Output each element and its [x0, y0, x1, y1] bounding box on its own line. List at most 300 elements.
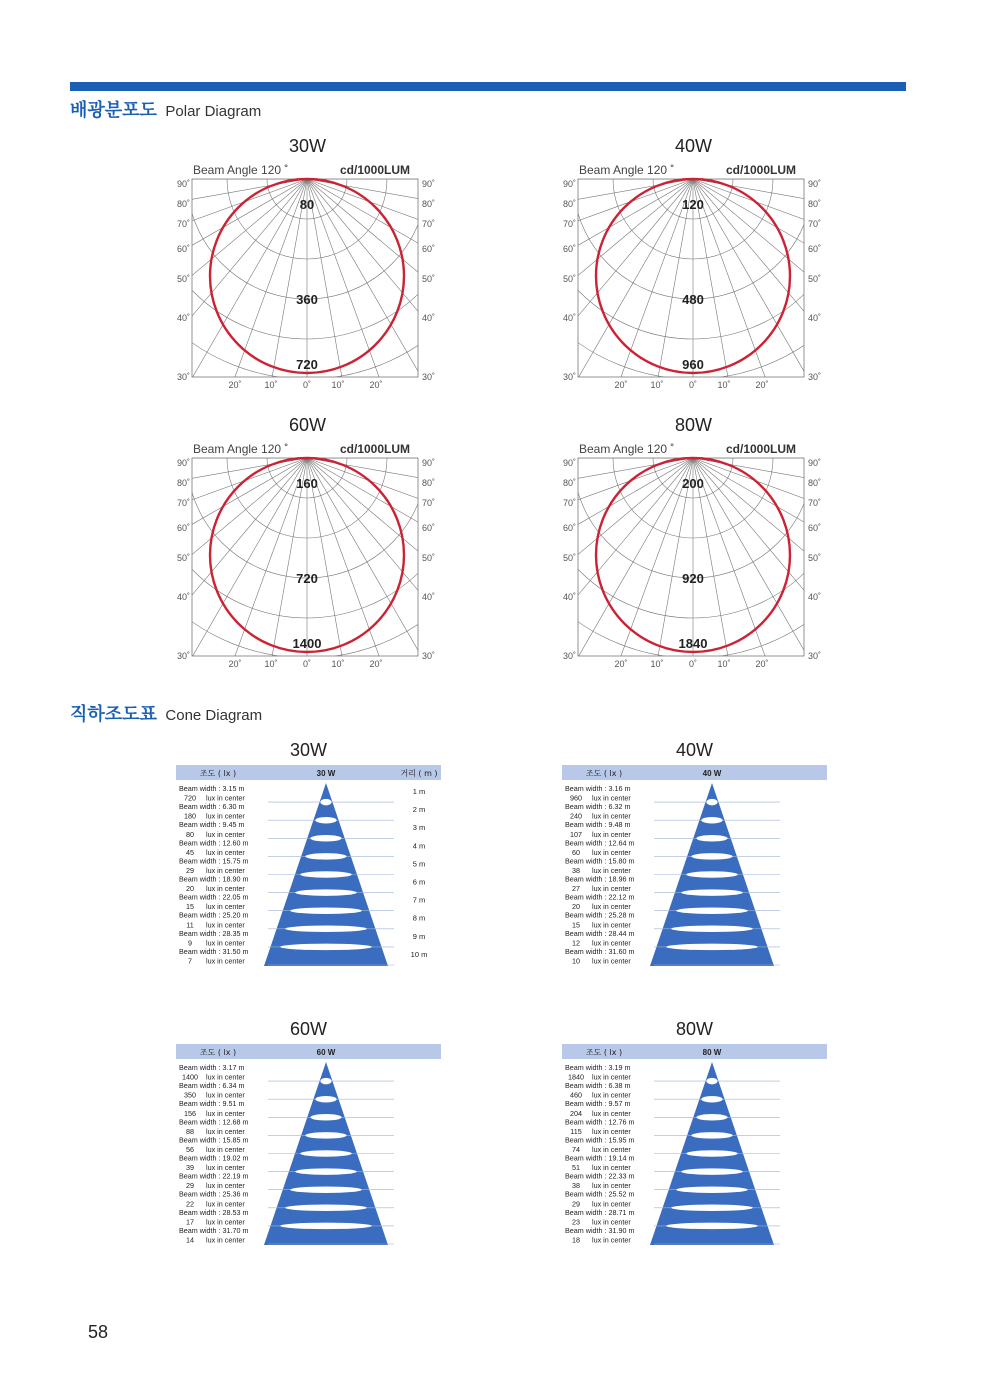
lux-in-center-label: lux in center: [592, 956, 631, 966]
distance-label: 8 m: [412, 913, 426, 923]
polar-watt-title: 80W: [674, 415, 712, 435]
illuminance-ellipse: [666, 1223, 758, 1230]
angle-label-left: 70˚: [562, 219, 576, 229]
header-watt-label: 30 W: [316, 769, 336, 778]
beam-width-label: Beam width : 25.36 m: [179, 1189, 249, 1199]
polar-diagram-80w: [556, 415, 831, 680]
polar-title-english: Polar Diagram: [165, 103, 262, 120]
beam-angle-label: Beam Angle 120 ˚: [579, 442, 675, 456]
beam-width-label: Beam width : 9.51 m: [179, 1099, 245, 1109]
bottom-angle-label: 10˚: [264, 659, 278, 669]
lux-value: 204: [570, 1108, 582, 1118]
page-number: 58: [88, 1322, 109, 1342]
angle-label-right: 40˚: [422, 313, 436, 323]
polar-diagram-40w: [556, 136, 831, 401]
ring-value-label: 360: [296, 292, 318, 307]
bottom-angle-label: 10˚: [264, 380, 278, 390]
lux-value: 7: [188, 956, 192, 966]
angle-label-left: 80˚: [176, 199, 190, 209]
beam-width-label: Beam width : 31.90 m: [565, 1225, 635, 1235]
angle-label-left: 70˚: [176, 219, 190, 229]
beam-width-label: Beam width : 6.34 m: [179, 1081, 245, 1091]
illuminance-ellipse: [706, 799, 717, 806]
polar-diagram-60w: [170, 415, 445, 680]
lux-in-center-label: lux in center: [592, 920, 631, 930]
cone-watt-title: 30W: [289, 740, 327, 760]
angle-label-right: 60˚: [422, 244, 436, 254]
bottom-angle-label: 20˚: [369, 659, 383, 669]
illuminance-ellipse: [280, 944, 372, 951]
polar-watt-title: 30W: [288, 136, 326, 156]
polar-watt-title: 60W: [288, 415, 326, 435]
illuminance-ellipse: [315, 1096, 336, 1103]
lux-in-center-label: lux in center: [206, 1144, 245, 1154]
lux-value: 11: [186, 920, 194, 930]
distance-label: 2 m: [412, 805, 426, 815]
illuminance-ellipse: [290, 1186, 362, 1193]
illuminance-ellipse: [686, 871, 737, 878]
illuminance-ellipse: [686, 1150, 737, 1157]
cone-title-english: Cone Diagram: [165, 707, 263, 724]
bottom-angle-label: 10˚: [331, 380, 345, 390]
lux-in-center-label: lux in center: [206, 1235, 245, 1245]
beam-width-label: Beam width : 28.53 m: [179, 1207, 249, 1217]
illuminance-ellipse: [320, 799, 331, 806]
polar-watt-title: 40W: [674, 136, 712, 156]
angle-label-left: 30˚: [176, 372, 190, 382]
beam-width-label: Beam width : 18.90 m: [179, 874, 249, 884]
beam-width-label: Beam width : 15.95 m: [565, 1135, 635, 1145]
bottom-angle-label: 0˚: [688, 380, 698, 390]
lux-value: 17: [186, 1217, 194, 1227]
lux-value: 38: [572, 1181, 580, 1191]
bottom-angle-label: 10˚: [717, 380, 731, 390]
lux-in-center-label: lux in center: [206, 902, 245, 912]
angle-label-left: 30˚: [176, 651, 190, 661]
lux-in-center-label: lux in center: [592, 847, 631, 857]
angle-label-right: 50˚: [422, 274, 436, 284]
angle-label-right: 40˚: [808, 313, 822, 323]
lux-in-center-label: lux in center: [592, 902, 631, 912]
illuminance-ellipse: [280, 1223, 372, 1230]
illuminance-ellipse: [285, 1205, 367, 1212]
angle-label-right: 40˚: [808, 592, 822, 602]
lux-value: 10: [572, 956, 580, 966]
illuminance-ellipse: [671, 926, 753, 933]
illuminance-ellipse: [701, 1096, 722, 1103]
beam-width-label: Beam width : 9.57 m: [565, 1099, 631, 1109]
beam-width-label: Beam width : 12.76 m: [565, 1117, 635, 1127]
illuminance-ellipse: [300, 871, 351, 878]
bottom-angle-label: 0˚: [302, 380, 312, 390]
illuminance-ellipse: [295, 1168, 356, 1175]
header-lux-label: 조도 ( lx ): [585, 1048, 623, 1057]
lux-value: 156: [184, 1108, 196, 1118]
beam-width-label: Beam width : 12.60 m: [179, 838, 249, 848]
illuminance-ellipse: [706, 1078, 717, 1085]
header-watt-label: 40 W: [702, 769, 722, 778]
illuminance-ellipse: [290, 907, 362, 914]
ring-value-label: 120: [682, 197, 704, 212]
beam-width-label: Beam width : 25.52 m: [565, 1189, 635, 1199]
lux-value: 23: [572, 1217, 580, 1227]
angle-label-right: 70˚: [422, 498, 436, 508]
lux-value: 27: [572, 884, 580, 894]
bottom-angle-label: 0˚: [688, 659, 698, 669]
lux-in-center-label: lux in center: [206, 920, 245, 930]
cone-title-korean: 직하조도표: [70, 704, 157, 725]
angle-label-right: 30˚: [422, 651, 436, 661]
ring-value-label: 720: [296, 357, 318, 372]
bottom-angle-label: 20˚: [614, 380, 628, 390]
angle-label-left: 30˚: [562, 372, 576, 382]
header-lux-label: 조도 ( lx ): [585, 769, 623, 778]
bottom-angle-label: 10˚: [650, 659, 664, 669]
lux-value: 15: [186, 902, 194, 912]
polar-diagram-30w: [170, 136, 445, 401]
beam-angle-label: Beam Angle 120 ˚: [193, 442, 289, 456]
lux-in-center-label: lux in center: [206, 956, 245, 966]
polar-chart: [170, 455, 445, 673]
beam-width-label: Beam width : 15.75 m: [179, 856, 249, 866]
lux-in-center-label: lux in center: [206, 811, 245, 821]
lux-value: 1840: [568, 1072, 584, 1082]
lux-value: 1400: [182, 1072, 198, 1082]
illuminance-ellipse: [701, 817, 722, 824]
ring-value-label: 80: [299, 197, 315, 212]
angle-label-left: 40˚: [176, 313, 190, 323]
distance-label: 9 m: [412, 931, 426, 941]
angle-label-left: 90˚: [176, 179, 190, 189]
bottom-angle-label: 20˚: [369, 380, 383, 390]
header-watt-label: 60 W: [316, 1048, 336, 1057]
lux-value: 14: [186, 1235, 194, 1245]
illuminance-ellipse: [320, 1078, 331, 1085]
illuminance-ellipse: [310, 835, 341, 842]
distance-label: 7 m: [412, 895, 426, 905]
lux-in-center-label: lux in center: [206, 884, 245, 894]
lux-in-center-label: lux in center: [592, 1163, 631, 1173]
illuminance-ellipse: [310, 1114, 341, 1121]
lux-in-center-label: lux in center: [206, 1108, 245, 1118]
header-lux-label: 조도 ( lx ): [199, 1048, 237, 1057]
lux-value: 107: [570, 829, 582, 839]
distance-label: 6 m: [412, 877, 426, 887]
lux-in-center-label: lux in center: [592, 1108, 631, 1118]
unit-label: cd/1000LUM: [726, 442, 797, 456]
illuminance-ellipse: [671, 1205, 753, 1212]
angle-label-right: 80˚: [422, 478, 436, 488]
cone-watt-title: 60W: [289, 1019, 327, 1039]
lux-in-center-label: lux in center: [206, 793, 245, 803]
beam-angle-label: Beam Angle 120 ˚: [579, 163, 675, 177]
ring-value-label: 480: [682, 292, 704, 307]
beam-width-label: Beam width : 15.80 m: [565, 856, 635, 866]
lux-in-center-label: lux in center: [592, 1181, 631, 1191]
lux-value: 20: [186, 884, 194, 894]
distance-label: 3 m: [412, 823, 426, 833]
lux-value: 80: [186, 829, 194, 839]
beam-width-label: Beam width : 3.16 m: [565, 784, 631, 793]
lux-in-center-label: lux in center: [206, 1126, 245, 1136]
angle-label-left: 40˚: [176, 592, 190, 602]
beam-width-label: Beam width : 31.60 m: [565, 946, 635, 956]
lux-value: 240: [570, 811, 582, 821]
angle-label-left: 50˚: [176, 553, 190, 563]
lux-value: 350: [184, 1090, 196, 1100]
angle-label-right: 90˚: [808, 458, 822, 468]
angle-label-right: 70˚: [808, 498, 822, 508]
angle-label-right: 80˚: [422, 199, 436, 209]
angle-label-right: 80˚: [808, 199, 822, 209]
bottom-angle-label: 0˚: [302, 659, 312, 669]
lux-in-center-label: lux in center: [592, 811, 631, 821]
distance-label: 1 m: [412, 787, 426, 796]
angle-label-left: 40˚: [562, 313, 576, 323]
ring-value-label: 720: [296, 571, 318, 586]
lux-value: 51: [572, 1163, 580, 1173]
angle-label-right: 60˚: [422, 523, 436, 533]
lux-value: 20: [572, 902, 580, 912]
cone-watt-title: 40W: [675, 740, 713, 760]
bottom-angle-label: 20˚: [755, 659, 769, 669]
angle-label-right: 40˚: [422, 592, 436, 602]
cone-chart: [176, 1044, 441, 1254]
lux-in-center-label: lux in center: [592, 1072, 631, 1082]
angle-label-right: 90˚: [808, 179, 822, 189]
unit-label: cd/1000LUM: [340, 163, 411, 177]
polar-title-korean: 배광분포도: [70, 100, 157, 121]
angle-label-right: 50˚: [808, 553, 822, 563]
angle-label-right: 30˚: [422, 372, 436, 382]
lux-value: 29: [572, 1199, 580, 1209]
distance-label: 5 m: [412, 859, 426, 869]
beam-width-label: Beam width : 19.02 m: [179, 1153, 249, 1163]
lux-in-center-label: lux in center: [592, 1090, 631, 1100]
lux-in-center-label: lux in center: [592, 938, 631, 948]
angle-label-left: 60˚: [562, 244, 576, 254]
angle-label-left: 50˚: [562, 553, 576, 563]
lux-in-center-label: lux in center: [592, 1144, 631, 1154]
illuminance-ellipse: [285, 926, 367, 933]
bottom-angle-label: 10˚: [331, 659, 345, 669]
beam-width-label: Beam width : 9.48 m: [565, 820, 631, 830]
bottom-angle-label: 10˚: [717, 659, 731, 669]
cone-watt-title: 80W: [675, 1019, 713, 1039]
beam-width-label: Beam width : 6.32 m: [565, 802, 631, 812]
cone-diagram-30w: [176, 740, 441, 975]
beam-width-label: Beam width : 22.12 m: [565, 892, 635, 902]
angle-label-right: 50˚: [808, 274, 822, 284]
lux-in-center-label: lux in center: [206, 938, 245, 948]
lux-value: 29: [186, 1181, 194, 1191]
angle-label-right: 90˚: [422, 458, 436, 468]
bottom-angle-label: 20˚: [755, 380, 769, 390]
lux-in-center-label: lux in center: [206, 829, 245, 839]
cone-diagram-80w: [562, 1019, 827, 1254]
beam-width-label: Beam width : 6.38 m: [565, 1081, 631, 1091]
lux-value: 39: [186, 1163, 194, 1173]
lux-value: 22: [186, 1199, 194, 1209]
lux-value: 12: [572, 938, 580, 948]
beam-width-label: Beam width : 12.68 m: [179, 1117, 249, 1127]
angle-label-left: 70˚: [176, 498, 190, 508]
lux-value: 460: [570, 1090, 582, 1100]
angle-label-left: 90˚: [562, 179, 576, 189]
illuminance-ellipse: [666, 944, 758, 951]
bottom-angle-label: 20˚: [228, 380, 242, 390]
bottom-angle-label: 10˚: [650, 380, 664, 390]
illuminance-ellipse: [696, 835, 727, 842]
angle-label-left: 60˚: [562, 523, 576, 533]
lux-in-center-label: lux in center: [206, 1199, 245, 1209]
angle-label-right: 60˚: [808, 523, 822, 533]
ring-value-label: 960: [682, 357, 704, 372]
lux-in-center-label: lux in center: [592, 793, 631, 803]
illuminance-ellipse: [300, 1150, 351, 1157]
beam-width-label: Beam width : 18.96 m: [565, 874, 635, 884]
illuminance-ellipse: [691, 1132, 732, 1139]
illuminance-ellipse: [315, 817, 336, 824]
lux-in-center-label: lux in center: [206, 1090, 245, 1100]
bottom-angle-label: 20˚: [614, 659, 628, 669]
angle-label-left: 90˚: [562, 458, 576, 468]
lux-in-center-label: lux in center: [206, 1163, 245, 1173]
angle-label-left: 80˚: [176, 478, 190, 488]
illuminance-ellipse: [681, 889, 742, 896]
angle-label-left: 50˚: [562, 274, 576, 284]
lux-value: 38: [572, 865, 580, 875]
unit-label: cd/1000LUM: [340, 442, 411, 456]
beam-width-label: Beam width : 12.64 m: [565, 838, 635, 848]
lux-value: 45: [186, 847, 194, 857]
angle-label-left: 40˚: [562, 592, 576, 602]
beam-width-label: Beam width : 3.17 m: [179, 1063, 245, 1072]
beam-width-label: Beam width : 31.70 m: [179, 1225, 249, 1235]
lux-value: 88: [186, 1126, 194, 1136]
angle-label-left: 80˚: [562, 199, 576, 209]
angle-label-left: 80˚: [562, 478, 576, 488]
beam-width-label: Beam width : 19.14 m: [565, 1153, 635, 1163]
illuminance-ellipse: [681, 1168, 742, 1175]
angle-label-right: 50˚: [422, 553, 436, 563]
angle-label-right: 80˚: [808, 478, 822, 488]
lux-value: 74: [572, 1144, 580, 1154]
illuminance-ellipse: [696, 1114, 727, 1121]
beam-width-label: Beam width : 3.15 m: [179, 784, 245, 793]
lux-value: 960: [570, 793, 582, 803]
lux-value: 29: [186, 865, 194, 875]
lux-in-center-label: lux in center: [206, 865, 245, 875]
ring-value-label: 200: [682, 476, 704, 491]
beam-width-label: Beam width : 22.19 m: [179, 1171, 249, 1181]
angle-label-right: 60˚: [808, 244, 822, 254]
illuminance-ellipse: [676, 1186, 748, 1193]
cone-chart: [562, 765, 827, 975]
lux-value: 9: [188, 938, 192, 948]
cone-chart: [176, 765, 441, 975]
beam-width-label: Beam width : 28.35 m: [179, 928, 249, 938]
ring-value-label: 920: [682, 571, 704, 586]
beam-width-label: Beam width : 3.19 m: [565, 1063, 631, 1072]
illuminance-ellipse: [305, 1132, 346, 1139]
polar-chart: [556, 455, 831, 673]
beam-width-label: Beam width : 22.33 m: [565, 1171, 635, 1181]
angle-label-left: 90˚: [176, 458, 190, 468]
distance-label: 10 m: [410, 949, 428, 959]
distance-label: 4 m: [412, 841, 426, 851]
lux-value: 56: [186, 1144, 194, 1154]
beam-width-label: Beam width : 9.45 m: [179, 820, 245, 830]
illuminance-ellipse: [305, 853, 346, 860]
lux-in-center-label: lux in center: [592, 865, 631, 875]
cone-chart: [562, 1044, 827, 1254]
angle-label-right: 70˚: [808, 219, 822, 229]
angle-label-left: 60˚: [176, 523, 190, 533]
angle-label-right: 90˚: [422, 179, 436, 189]
lux-in-center-label: lux in center: [592, 1217, 631, 1227]
angle-label-left: 70˚: [562, 498, 576, 508]
beam-angle-label: Beam Angle 120 ˚: [193, 163, 289, 177]
lux-in-center-label: lux in center: [592, 1199, 631, 1209]
angle-label-left: 50˚: [176, 274, 190, 284]
illuminance-ellipse: [295, 889, 356, 896]
lux-value: 60: [572, 847, 580, 857]
angle-label-left: 60˚: [176, 244, 190, 254]
lux-in-center-label: lux in center: [592, 829, 631, 839]
lux-in-center-label: lux in center: [206, 1217, 245, 1227]
ring-value-label: 160: [296, 476, 318, 491]
cone-diagram-60w: [176, 1019, 441, 1254]
beam-width-label: Beam width : 28.71 m: [565, 1207, 635, 1217]
polar-chart: [556, 176, 831, 394]
lux-value: 180: [184, 811, 196, 821]
lux-value: 720: [184, 793, 196, 803]
lux-in-center-label: lux in center: [592, 1235, 631, 1245]
angle-label-left: 30˚: [562, 651, 576, 661]
lux-in-center-label: lux in center: [206, 1181, 245, 1191]
beam-width-label: Beam width : 31.50 m: [179, 946, 249, 956]
angle-label-right: 30˚: [808, 651, 822, 661]
angle-label-right: 30˚: [808, 372, 822, 382]
lux-in-center-label: lux in center: [206, 1072, 245, 1082]
bottom-angle-label: 20˚: [228, 659, 242, 669]
lux-in-center-label: lux in center: [206, 847, 245, 857]
lux-in-center-label: lux in center: [592, 884, 631, 894]
lux-in-center-label: lux in center: [592, 1126, 631, 1136]
beam-width-label: Beam width : 25.20 m: [179, 910, 249, 920]
lux-value: 15: [572, 920, 580, 930]
cone-diagram-40w: [562, 740, 827, 975]
polar-section-title: [70, 96, 261, 122]
ring-value-label: 1840: [678, 636, 708, 651]
beam-width-label: Beam width : 28.44 m: [565, 928, 635, 938]
illuminance-ellipse: [691, 853, 732, 860]
beam-width-label: Beam width : 15.85 m: [179, 1135, 249, 1145]
beam-width-label: Beam width : 6.30 m: [179, 802, 245, 812]
cone-section-title: [70, 700, 262, 726]
ring-value-label: 1400: [292, 636, 322, 651]
beam-width-label: Beam width : 22.05 m: [179, 892, 249, 902]
unit-label: cd/1000LUM: [726, 163, 797, 177]
lux-value: 18: [572, 1235, 580, 1245]
top-accent-bar: [70, 82, 906, 91]
illuminance-ellipse: [676, 907, 748, 914]
beam-width-label: Beam width : 25.28 m: [565, 910, 635, 920]
header-distance-label: 거리 ( m ): [400, 769, 438, 778]
angle-label-right: 70˚: [422, 219, 436, 229]
polar-chart: [170, 176, 445, 394]
